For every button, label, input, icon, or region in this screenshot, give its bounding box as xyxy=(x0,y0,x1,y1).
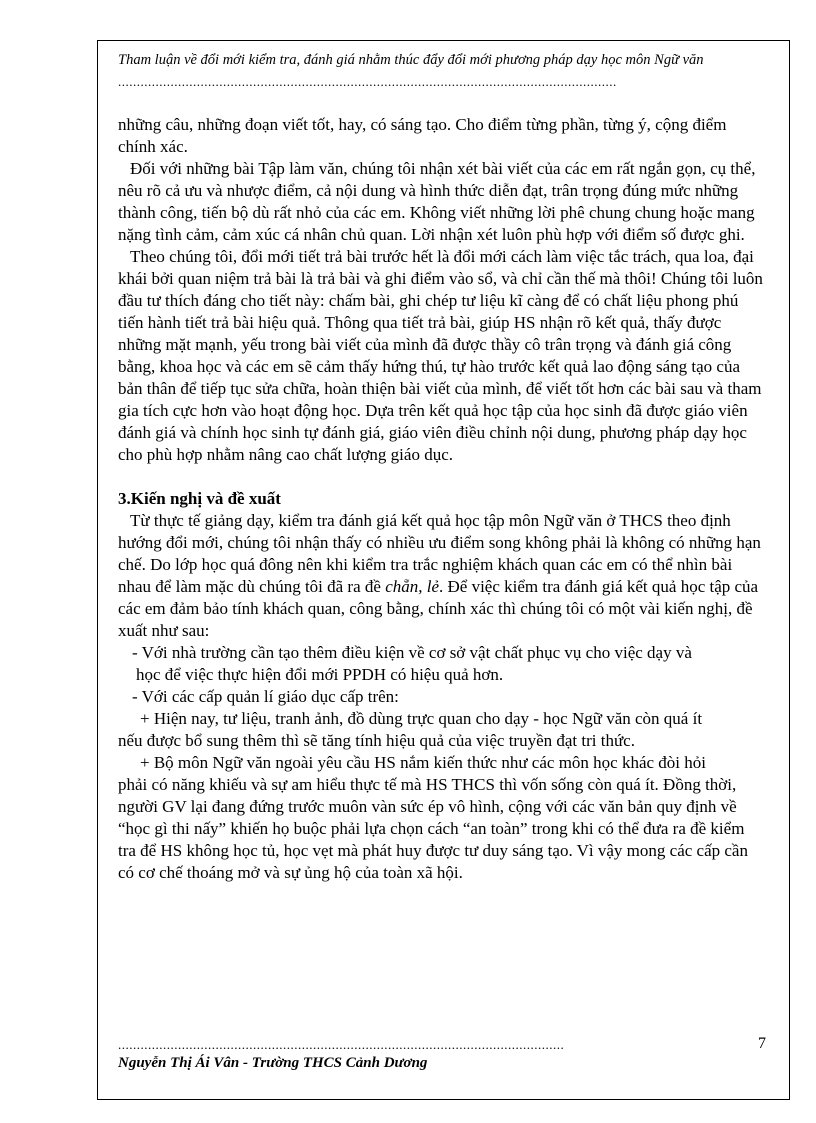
list-item-continued: phải có năng khiếu và sự am hiểu thực tế mà HS THCS thì vốn sống còn quá ít. Đồng thời, người GV lại đang đứng trước muôn vàn sức ép vô hình, cộng với các văn bản quy định về “học gì thi nấy” khiến họ buộc phải lựa chọn cách “an toàn” trong khi có thể đưa ra đề kiểm tra để HS không học tủ, học vẹt mà phát huy được tư duy sáng tạo. Vì vậy mong các cấp cần có cơ chế thoáng mở và sự ủng hộ của toàn xã hội. xyxy=(118,775,748,882)
list-item-continued: nếu được bổ sung thêm thì sẽ tăng tính hiệu quả của việc truyền đạt tri thức. xyxy=(118,731,635,750)
emphasis-text: chẵn, lẻ xyxy=(385,577,440,596)
paragraph-text: . Để việc kiểm tra đánh giá kết quả học tập của các em đảm bảo tính khách quan, công bằng, chính xác thì chúng tôi có một vài kiến nghị, đề xuất như sau: xyxy=(118,577,759,640)
paragraph-text: Từ thực tế giảng dạy, kiểm tra đánh giá kết quả học tập môn Ngữ văn ở THCS theo định hướng đổi mới, chúng tôi nhận thấy có nhiều ưu điểm song không phải là không có những hạn chế. Do lớp học quá đông nên khi kiểm tra trắc nghiệm khách quan các em có thể nhìn bài nhau để làm mặc dù chúng tôi đã ra đề xyxy=(118,511,761,596)
paragraph xyxy=(118,510,766,642)
footer-divider: ....................................................................................................................... xyxy=(118,1037,565,1052)
list-item-continued: học để việc thực hiện đổi mới PPDH có hiệu quả hơn. xyxy=(136,665,504,684)
document-body xyxy=(118,114,766,884)
paragraph: Theo chúng tôi, đổi mới tiết trả bài trước hết là đổi mới cách làm việc tắc trách, qua loa, đại khái bởi quan niệm trả bài là trả bài và ghi điểm vào sổ, và chỉ cần thế mà thôi! Chúng tôi luôn đầu tư thích đáng cho tiết này: chấm bài, ghi chép tư liệu kĩ càng để có chất liệu phong phú tiến hành tiết trả bài hiệu quả. Thông qua tiết trả bài, giúp HS nhận rõ kết quả, thấy được những mặt mạnh, yếu trong bài viết của mình đã được thầy cô trân trọng và đánh giá công bằng, khoa học và các em sẽ cảm thấy hứng thú, tự hào trước kết quả lao động sáng tạo của bản thân để tiếp tục sửa chữa, hoàn thiện bài viết của mình, để viết tốt hơn các bài sau và tham gia tích cực hơn vào hoạt động học. Dựa trên kết quả học tập của học sinh đã được giáo viên đánh giá và chính học sinh tự đánh giá, giáo viên điều chỉnh nội dung, phương pháp dạy học cho phù hợp nhằm nâng cao chất lượng giáo dục. xyxy=(118,247,763,464)
header-divider: ..................................................................................................................................... xyxy=(118,74,617,89)
list-item: - Với các cấp quản lí giáo dục cấp trên: xyxy=(132,687,399,706)
paragraph: những câu, những đoạn viết tốt, hay, có sáng tạo. Cho điểm từng phần, từng ý, cộng điểm chính xác. xyxy=(118,115,727,156)
header-title: Tham luận về đổi mới kiểm tra, đánh giá nhằm thúc đẩy đổi mới phương pháp dạy học môn Ngữ văn xyxy=(118,52,704,68)
list-item: - Với nhà trường cần tạo thêm điều kiện về cơ sở vật chất phục vụ cho việc dạy và xyxy=(132,643,692,662)
footer-author: Nguyễn Thị Ái Vân - Trường THCS Cảnh Dương xyxy=(118,1055,428,1071)
list-item: + Hiện nay, tư liệu, tranh ảnh, đồ dùng trực quan cho dạy - học Ngữ văn còn quá ít xyxy=(140,709,703,728)
section-heading: 3.Kiến nghị và đề xuất xyxy=(118,489,281,508)
list-item: + Bộ môn Ngữ văn ngoài yêu cầu HS nắm kiến thức như các môn học khác đòi hỏi xyxy=(140,753,706,772)
page-number: 7 xyxy=(758,1035,766,1052)
paragraph: Đối với những bài Tập làm văn, chúng tôi nhận xét bài viết của các em rất ngắn gọn, cụ thể, nêu rõ cả ưu và nhược điểm, cả nội dung và hình thức diễn đạt, trân trọng đúng mức những thành công, tiến bộ dù rất nhỏ của các em. Không viết những lời phê chung chung hoặc mang nặng tình cảm, cảm xúc cá nhân chủ quan. Lời nhận xét luôn phù hợp với điểm số được ghi. xyxy=(118,159,756,244)
